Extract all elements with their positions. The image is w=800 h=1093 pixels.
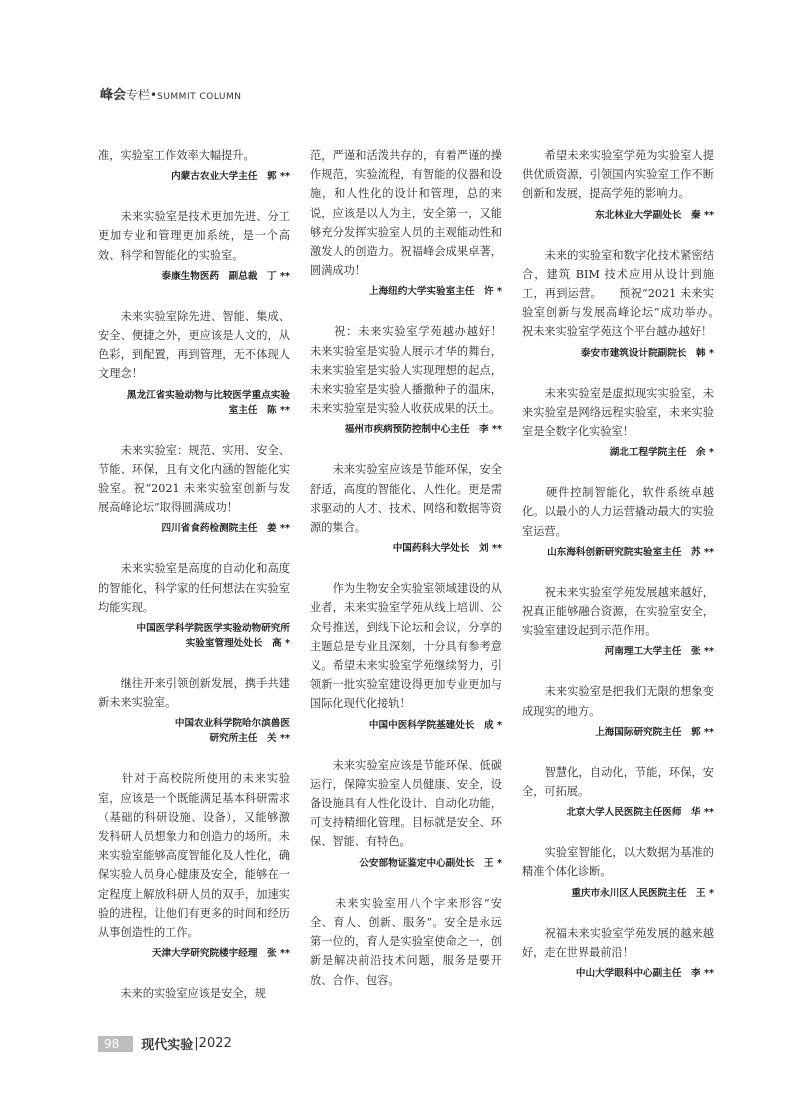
magazine-name: 现代实验	[141, 1038, 194, 1053]
testimonial-text: 硬件控制智能化，软件系统卓越化。以最小的人力运营撬动最大的实验室运营。	[522, 486, 714, 538]
testimonial-text: 未来实验室：规范、实用、安全、节能、环保，且有文化内涵的智能化实验室。祝“2021 未来实验室创新与发展高峰论坛”取得圆满成功！	[98, 443, 290, 515]
entry-gap	[310, 299, 502, 322]
testimonial-text: 未来实验室应该是节能环保、低碳运行，保障实验室人员健康、安全，设备设施具有人性化设计、自动化功能，可支持精细化管理。目标就是安全、环保、智能、有特色。	[310, 758, 502, 849]
testimonial-text: 未来实验室是技术更加先进、分工更加专业和管理更加系统，是一个高效、科学和智能化的实验室。	[98, 210, 290, 262]
testimonial-text: 范，严谨和活泼共存的，有着严谨的操作规范，实验流程，有智能的仪器和设施，和人性化的设计和管理，总的来说，应该是以人为主，安全第一，又能够充分发挥实验室人员的主观能动性和激发人的创造力。祝福峰会成果卓著，圆满成功！	[310, 149, 502, 278]
entry-gap	[522, 820, 714, 843]
testimonial-signature: 重庆市永川区人民医院主任 王 *	[571, 887, 714, 899]
testimonial-signature: 泰康生物医药 副总裁 丁 **	[161, 270, 290, 282]
testimonial-signature: 上海纽约大学实验室主任 许 *	[368, 286, 502, 298]
entry-gap	[98, 961, 290, 984]
testimonial-signature: 公安部物证鉴定中心副处长 王 *	[359, 857, 502, 869]
header-english: SUMMIT COLUMN	[157, 92, 242, 102]
entry-gap	[310, 733, 502, 756]
testimonial-signature: 中山大学眼科中心副主任 李 **	[575, 968, 714, 980]
header-summit-label: 峰会	[100, 88, 127, 103]
entry-gap	[310, 556, 502, 579]
testimonial-text: 希望未来实验室学苑为实验室人提供优质资源，引领国内实验室工作不断创新和发展，提高学苑的影响力。	[522, 149, 714, 201]
testimonial-text: 准，实验室工作效率大幅提升。	[98, 149, 255, 162]
testimonial-signature: 实验室管理处处长 高 *	[185, 638, 290, 650]
entry-gap	[522, 560, 714, 583]
entry-gap	[98, 651, 290, 674]
text-column-2	[310, 146, 525, 990]
entry-gap	[98, 418, 290, 441]
issue-year: |2022	[194, 1036, 232, 1051]
testimonial-signature: 东北林业大学副处长 秦 **	[595, 209, 714, 221]
testimonial-text: 智慧化，自动化，节能，环保，安全，可拓展。	[522, 765, 714, 799]
testimonial-signature: 上海国际研究院主任 郭 **	[595, 726, 714, 738]
page-number: 98	[98, 1036, 133, 1052]
page-footer	[98, 1034, 232, 1053]
testimonial-text: 未来实验室是虚拟现实实验室，未来实验室是网络远程实验室，未来实验室是全数字化实验室！	[522, 386, 714, 439]
testimonial-signature: 北京大学人民医院主任医师 华 **	[566, 807, 714, 819]
entry-gap	[522, 740, 714, 763]
testimonial-text: 未来的实验室应该是安全，规	[98, 987, 266, 1001]
testimonial-text: 未来实验室应该是节能环保，安全舒适，高度的智能化、人性化。更是需求驱动的人才、技术、网络和数据等资源的集合。	[310, 463, 502, 535]
section-header	[100, 84, 241, 103]
testimonial-text: 未来实验室除先进、智能、集成、安全、便捷之外，更应该是人文的，从色彩，到配置，再到管理，无不体现人文理念！	[98, 309, 290, 381]
testimonial-signature: 中国医学科学院医学实验动物研究所	[136, 623, 290, 635]
testimonial-signature: 四川省食药检测院主任 姜 **	[161, 523, 290, 535]
entry-gap	[98, 284, 290, 307]
header-dot: •	[150, 88, 158, 102]
entry-gap	[522, 460, 714, 483]
text-column-1	[98, 146, 290, 1003]
entry-gap	[522, 901, 714, 924]
testimonial-text: 祝福未来实验室学苑发展的越来越好，走在世界最前沿！	[522, 926, 714, 959]
entry-gap	[310, 437, 502, 460]
entry-gap	[310, 871, 502, 894]
testimonial-text: 实验室智能化，以大数据为基准的精准个体化诊断。	[522, 846, 714, 879]
testimonial-text: 作为生物安全实验室领域建设的从业者，未来实验室学苑从线上培训、公众号推送，到线下论坛和会议，分享的主题总是专业且深刻，十分具有参考意义。希望未来实验室学苑继续努力，引领新一批实验室建设得更加专业更加与国际化现代化接轨！	[310, 582, 502, 711]
testimonial-text: 未来的实验室和数字化技术紧密结合，建筑 BIM 技术应用从设计到施工，再到运营。 预祝“2021 未来实验室创新与发展高峰论坛”成功举办。 祝未来实验室学苑这个平台越办越好！	[522, 248, 737, 339]
testimonial-signature: 中国药科大学处长 刘 **	[392, 543, 502, 555]
testimonial-signature: 黑龙江省实验动物与比较医学重点实验	[126, 389, 290, 401]
testimonial-signature: 山东海科创新研究院实验室主任 苏 **	[547, 546, 714, 558]
testimonial-signature: 福州市疾病预防控制中心主任 李 **	[344, 424, 502, 436]
testimonial-text: 未来实验室是高度的自动化和高度的智能化，科学家的任何想法在实验室均能实现。	[98, 562, 290, 614]
header-column-label: 专栏	[126, 88, 151, 102]
testimonial-signature: 天津大学研究院楼宇经理 张 **	[151, 948, 290, 960]
entry-gap	[522, 223, 714, 246]
testimonial-signature: 湖北工程学院主任 余 *	[609, 447, 714, 459]
testimonial-text: 祝：未来实验室学苑越办越好！ 未来实验室是实验人展示才华的舞台，未来实验室是实验人实现理想的起点，未来实验室是实验人播撒种子的温床，未来实验室是实验人收获成果的沃土。	[310, 325, 525, 416]
testimonial-text: 继往开来引领创新发展，携手共建新未来实验室。	[98, 677, 290, 710]
entry-gap	[98, 746, 290, 769]
testimonial-signature: 研究所主任 关 **	[209, 733, 290, 745]
testimonial-signature: 河南理工大学主任 张 **	[604, 646, 714, 658]
testimonial-text: 未来实验室用八个字来形容“安全、育人、创新、服务”。安全是永远第一位的，育人是实验室使命之一，创新是解决前沿技术问题，服务是要开放、合作、包容。	[310, 896, 502, 987]
testimonial-text: 祝未来实验室学苑发展越来越好，祝真正能够融合资源，在实验室安全，实验室建设起到示范作用。	[522, 585, 714, 638]
testimonial-signature: 中国农业科学院哈尔滨兽医	[174, 718, 290, 730]
testimonial-signature: 室主任 陈 **	[228, 404, 290, 416]
testimonial-signature: 中国中医科学院基建处长 成 *	[368, 719, 502, 731]
testimonial-signature: 内蒙古农业大学主任 郭 **	[171, 171, 290, 183]
testimonial-text: 未来实验室是把我们无限的想象变成现实的地方。	[522, 685, 714, 718]
testimonial-signature: 泰安市建筑设计院副院长 韩 *	[580, 347, 714, 359]
entry-gap	[98, 184, 290, 207]
testimonial-text: 针对于高校院所使用的未来实验室，应该是一个既能满足基本科研需求（基础的科研设施、设备），又能够激发科研人员想象力和创造力的场所。未来实验室能够高度智能化及人性化，确保实验人员身心健康及安全，能够在一定程度上解放科研人员的双手，加速实验的进程，让他们有更多的时间和经历从事创造性的工作。	[98, 772, 290, 940]
text-column-3	[522, 146, 737, 981]
entry-gap	[522, 659, 714, 682]
entry-gap	[522, 361, 714, 384]
entry-gap	[98, 536, 290, 559]
